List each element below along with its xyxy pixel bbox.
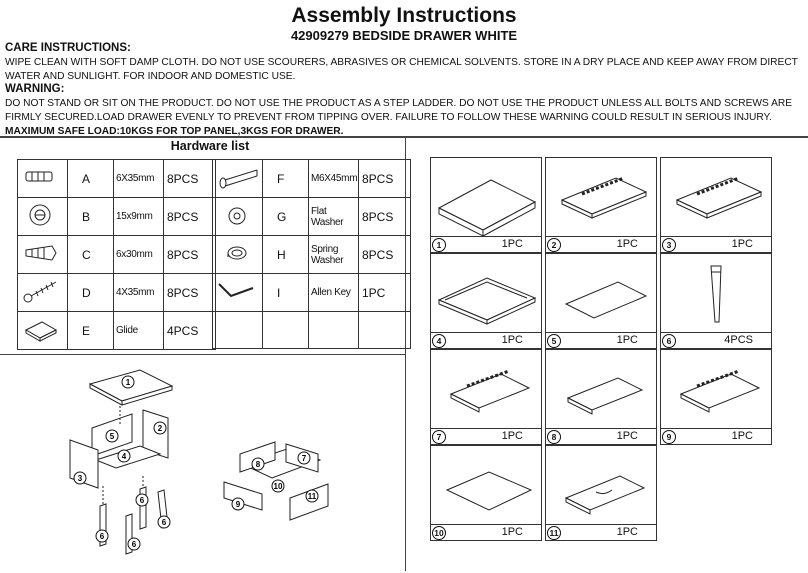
top-panel-icon bbox=[431, 158, 543, 238]
hardware-letter: D bbox=[68, 274, 114, 312]
horizontal-divider bbox=[0, 354, 406, 355]
warning-max-load: MAXIMUM SAFE LOAD:10KGS FOR TOP PANEL,3KGS FOR DRAWER. bbox=[5, 126, 344, 137]
part-cell bbox=[430, 349, 542, 445]
part-qty: 1PC bbox=[616, 526, 638, 538]
drawer-front-drawing bbox=[290, 484, 328, 520]
part-qty: 1PC bbox=[616, 430, 638, 442]
part-cell bbox=[660, 253, 772, 349]
part-qty: 1PC bbox=[501, 334, 523, 346]
hardware-image bbox=[18, 160, 68, 198]
part-cell bbox=[545, 253, 657, 349]
hardware-row bbox=[213, 198, 411, 236]
hardware-image bbox=[213, 312, 263, 349]
hardware-qty: 8PCS bbox=[164, 274, 216, 312]
callout-label: 7 bbox=[301, 454, 307, 463]
care-text: WIPE CLEAN WITH SOFT DAMP CLOTH. DO NOT USE SCOURERS, ABRASIVES OR CHEMICAL SOLVENTS. STORE IN A DRY PLACE AND KEEP AWAY FROM DIRECT WATER AND SUNLIGHT. FOR INDOOR AND DOMESTIC USE. bbox=[5, 57, 798, 82]
hardware-qty: 8PCS bbox=[359, 160, 411, 198]
part-number: 2 bbox=[547, 238, 561, 252]
callout-label: 3 bbox=[77, 474, 83, 483]
part-number: 7 bbox=[432, 430, 446, 444]
hardware-table-right bbox=[212, 159, 411, 349]
callout-label: 11 bbox=[307, 492, 317, 501]
bolt-icon bbox=[213, 160, 262, 194]
callout-label: 6 bbox=[161, 518, 167, 527]
hardware-letter: B bbox=[68, 198, 114, 236]
hardware-qty: 8PCS bbox=[359, 198, 411, 236]
hardware-image bbox=[18, 198, 68, 236]
page-title: Assembly Instructions bbox=[291, 4, 517, 27]
screw-icon bbox=[18, 274, 67, 308]
hardware-size: M6X45mm bbox=[309, 160, 359, 198]
spring-washer-icon bbox=[213, 236, 262, 270]
part-number: 4 bbox=[432, 334, 446, 348]
drawer-bottom-icon bbox=[431, 446, 543, 526]
hardware-size: Spring Washer bbox=[309, 236, 359, 274]
hardware-letter: E bbox=[68, 312, 114, 350]
bottom-panel-icon bbox=[431, 254, 543, 334]
hardware-qty: 8PCS bbox=[164, 198, 216, 236]
care-heading: CARE INSTRUCTIONS: bbox=[5, 42, 131, 54]
hardware-qty: 8PCS bbox=[164, 236, 216, 274]
part-number: 8 bbox=[547, 430, 561, 444]
part-qty: 4PCS bbox=[724, 334, 753, 346]
leg-drawing bbox=[140, 487, 146, 529]
hardware-letter: I bbox=[263, 274, 309, 312]
side-panel-icon bbox=[661, 158, 773, 238]
callout-label: 6 bbox=[99, 532, 105, 541]
leg-icon bbox=[661, 254, 773, 334]
warning-text bbox=[5, 97, 805, 139]
part-footer bbox=[546, 524, 656, 540]
callout-label: 6 bbox=[139, 496, 145, 505]
part-cell bbox=[545, 349, 657, 445]
part-qty: 1PC bbox=[501, 430, 523, 442]
part-cell bbox=[545, 445, 657, 541]
hardware-image bbox=[18, 274, 68, 312]
callout-label: 9 bbox=[235, 500, 241, 509]
part-footer bbox=[546, 236, 656, 252]
part-cell bbox=[660, 349, 772, 445]
part-number: 5 bbox=[547, 334, 561, 348]
hardware-size bbox=[309, 312, 359, 349]
part-number: 3 bbox=[662, 238, 676, 252]
cam-lock-icon bbox=[18, 198, 67, 232]
hardware-image bbox=[213, 236, 263, 274]
side-panel-icon bbox=[546, 158, 658, 238]
part-qty: 1PC bbox=[731, 430, 753, 442]
part-qty: 1PC bbox=[731, 238, 753, 250]
hardware-size: 4X35mm bbox=[114, 274, 164, 312]
glide-pad-icon bbox=[18, 312, 67, 346]
callout-label: 1 bbox=[125, 378, 131, 387]
wall-plug-icon bbox=[18, 236, 67, 270]
hardware-letter: F bbox=[263, 160, 309, 198]
callout-label: 5 bbox=[109, 432, 115, 441]
hardware-qty: 8PCS bbox=[359, 236, 411, 274]
part-qty: 1PC bbox=[616, 334, 638, 346]
hardware-row bbox=[18, 312, 216, 350]
hardware-row bbox=[213, 236, 411, 274]
exploded-assembly-diagram bbox=[0, 356, 405, 570]
part-footer bbox=[431, 332, 541, 348]
part-qty: 1PC bbox=[501, 238, 523, 250]
hardware-size: 15x9mm bbox=[114, 198, 164, 236]
part-number: 1 bbox=[432, 238, 446, 252]
part-number: 11 bbox=[547, 526, 561, 540]
part-footer bbox=[661, 332, 771, 348]
hardware-row bbox=[18, 274, 216, 312]
hardware-row bbox=[213, 160, 411, 198]
hardware-row bbox=[213, 274, 411, 312]
hardware-qty: 4PCS bbox=[164, 312, 216, 350]
hardware-image bbox=[18, 236, 68, 274]
flat-washer-icon bbox=[213, 198, 262, 232]
part-cell bbox=[430, 253, 542, 349]
part-footer bbox=[661, 236, 771, 252]
back-panel-icon bbox=[546, 254, 658, 334]
hardware-size: Allen Key bbox=[309, 274, 359, 312]
part-qty: 1PC bbox=[501, 526, 523, 538]
hardware-image bbox=[18, 312, 68, 350]
hardware-letter: H bbox=[263, 236, 309, 274]
drawer-back-icon bbox=[546, 350, 658, 430]
allen-key-icon bbox=[213, 274, 262, 308]
part-qty: 1PC bbox=[616, 238, 638, 250]
part-footer bbox=[546, 428, 656, 444]
part-footer bbox=[661, 428, 771, 444]
hardware-size: 6X35mm bbox=[114, 160, 164, 198]
warning-body: DO NOT STAND OR SIT ON THE PRODUCT. DO NOT USE THE PRODUCT AS A STEP LADDER. DO NOT USE THE PRODUCT UNLESS ALL BOLTS AND SCREWS ARE FIRMLY SECURED.LOAD DRAWER EVENLY TO PREVENT FROM TIPPING OVER. FAILURE TO FOLLOW THESE WARNING COULD RESULT IN SERIOUS INJURY. bbox=[5, 98, 793, 123]
hardware-image bbox=[213, 198, 263, 236]
dowel-icon bbox=[18, 160, 67, 194]
hardware-table-left bbox=[17, 159, 216, 350]
part-footer bbox=[431, 236, 541, 252]
callout-label: 4 bbox=[121, 452, 127, 461]
part-number: 9 bbox=[662, 430, 676, 444]
hardware-letter: G bbox=[263, 198, 309, 236]
part-cell bbox=[430, 445, 542, 541]
hardware-qty bbox=[359, 312, 411, 349]
callout-label: 2 bbox=[157, 424, 163, 433]
part-footer bbox=[546, 332, 656, 348]
hardware-qty: 8PCS bbox=[164, 160, 216, 198]
hardware-row bbox=[18, 236, 216, 274]
hardware-row bbox=[18, 160, 216, 198]
hardware-image bbox=[213, 160, 263, 198]
callout-label: 10 bbox=[273, 482, 283, 491]
product-subtitle: 42909279 BEDSIDE DRAWER WHITE bbox=[290, 28, 518, 43]
warning-heading: WARNING: bbox=[5, 83, 65, 95]
drawer-front-icon bbox=[546, 446, 658, 526]
part-number: 10 bbox=[432, 526, 446, 540]
part-cell bbox=[545, 157, 657, 253]
hardware-image bbox=[213, 274, 263, 312]
hardware-size: Flat Washer bbox=[309, 198, 359, 236]
callout-label: 6 bbox=[131, 540, 137, 549]
hardware-size: 6x30mm bbox=[114, 236, 164, 274]
drawer-side-icon bbox=[431, 350, 543, 430]
part-footer bbox=[431, 524, 541, 540]
hardware-row bbox=[18, 198, 216, 236]
hardware-letter bbox=[263, 312, 309, 349]
drawer-side-icon bbox=[661, 350, 773, 430]
part-footer bbox=[431, 428, 541, 444]
hardware-qty: 1PC bbox=[359, 274, 411, 312]
hardware-size: Glide bbox=[114, 312, 164, 350]
hardware-letter: C bbox=[68, 236, 114, 274]
part-cell bbox=[430, 157, 542, 253]
callout-label: 8 bbox=[255, 460, 261, 469]
hardware-row bbox=[213, 312, 411, 349]
hardware-list-title: Hardware list bbox=[170, 139, 250, 153]
part-cell bbox=[660, 157, 772, 253]
hardware-letter: A bbox=[68, 160, 114, 198]
cabinet-explosion bbox=[70, 370, 172, 554]
part-number: 6 bbox=[662, 334, 676, 348]
